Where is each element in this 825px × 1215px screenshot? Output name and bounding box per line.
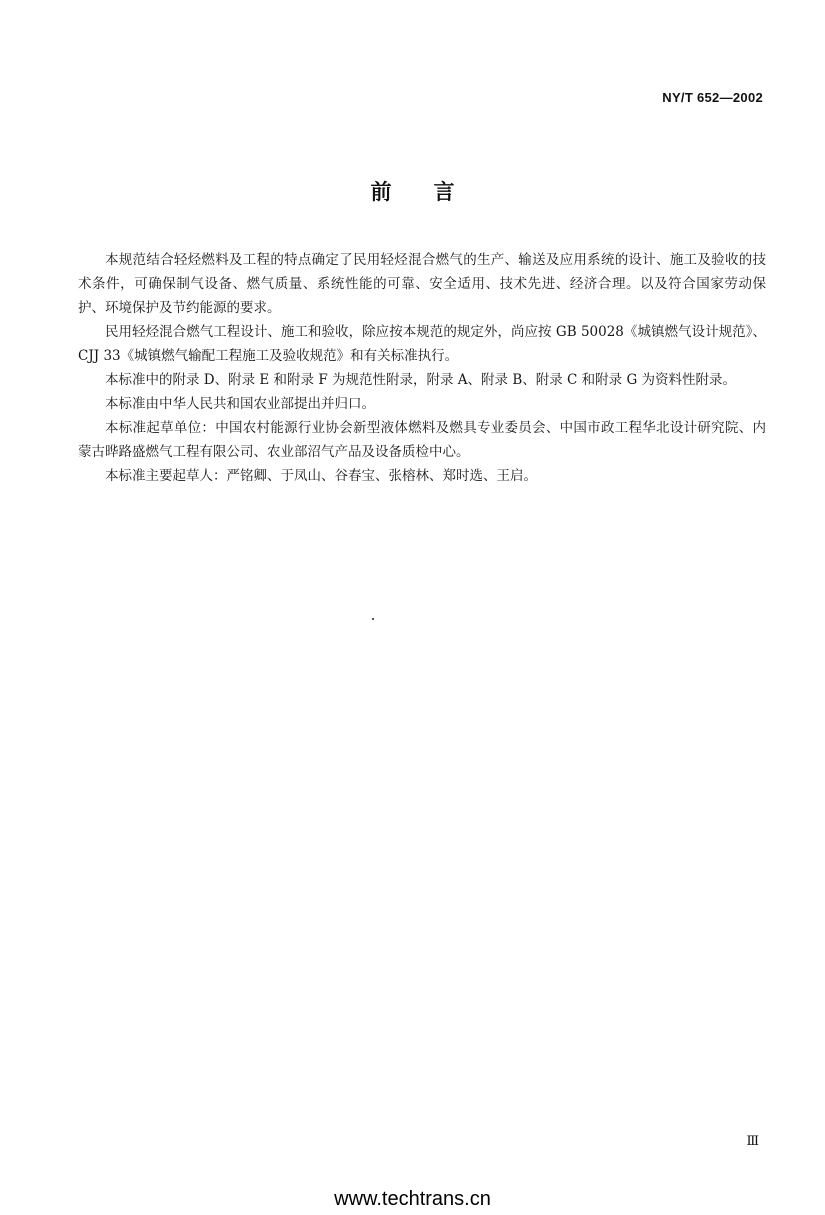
standard-code: NY/T 652—2002 bbox=[662, 90, 763, 105]
paragraph-proposer: 本标准由中华人民共和国农业部提出并归口。 bbox=[105, 396, 375, 412]
paragraph-appendices: 本标准中的附录 D、附录 E 和附录 F 为规范性附录，附录 A、附录 B、附录 C 和附录 G 为资料性附录。 bbox=[105, 372, 737, 388]
scan-speck bbox=[372, 618, 374, 620]
paragraph-scope: 本规范结合轻烃燃料及工程的特点确定了民用轻烃混合燃气的生产、输送及应用系统的设计、施工及验收的技术条件，可确保制气设备、燃气质量、系统性能的可靠、安全适用、技术先进、经济合理。以及符合国家劳动保护、环境保护及节约能源的要求。 bbox=[78, 252, 766, 316]
paragraph-references: 民用轻烃混合燃气工程设计、施工和验收，除应按本规范的规定外，尚应按 GB 50028《城镇燃气设计规范》、CJJ 33《城镇燃气输配工程施工及验收规范》和有关标准执行。 bbox=[78, 324, 766, 364]
paragraph-drafting-units: 本标准起草单位：中国农村能源行业协会新型液体燃料及燃具专业委员会、中国市政工程华北设计研究院、内蒙古晔路盛燃气工程有限公司、农业部沼气产品及设备质检中心。 bbox=[78, 420, 766, 460]
foreword-body bbox=[78, 248, 766, 488]
watermark-url: www.techtrans.cn bbox=[334, 1188, 491, 1210]
paragraph-drafters: 本标准主要起草人：严铭卿、于凤山、谷春宝、张榕林、郑时选、王启。 bbox=[105, 468, 537, 484]
page-title: 前言 bbox=[370, 180, 497, 204]
page-number: Ⅲ bbox=[746, 1134, 759, 1149]
